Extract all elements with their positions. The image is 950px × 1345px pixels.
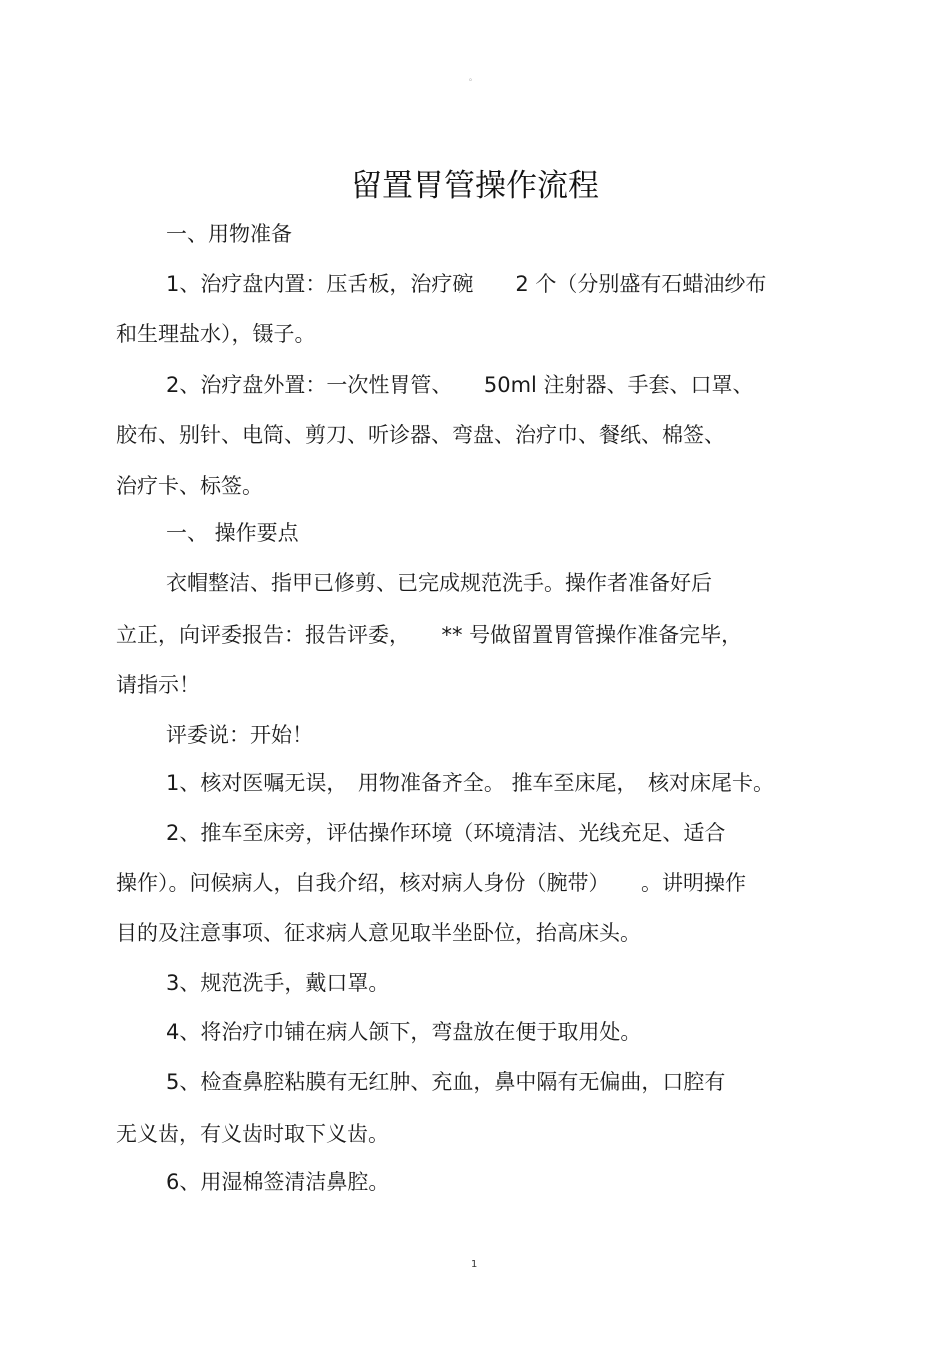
paragraph-line: 无义齿，有义齿时取下义齿。 bbox=[116, 1122, 389, 1146]
paragraph-line: 治疗卡、标签。 bbox=[116, 474, 263, 498]
paragraph-line: 6、用湿棉签清洁鼻腔。 bbox=[166, 1170, 390, 1194]
paragraph-line: 衣帽整洁、指甲已修剪、已完成规范洗手。操作者准备好后 bbox=[166, 571, 712, 595]
paragraph-line: 和生理盐水），镊子。 bbox=[116, 322, 316, 346]
page-number: 1 bbox=[471, 1259, 478, 1270]
paragraph-line: 目的及注意事项、征求病人意见取半坐卧位，抬高床头。 bbox=[116, 921, 641, 945]
page-title: 留置胃管操作流程 bbox=[351, 168, 599, 204]
paragraph-line: 请指示！ bbox=[116, 673, 200, 697]
paragraph-line: 胶布、别针、电筒、剪刀、听诊器、弯盘、治疗巾、餐纸、棉签、 bbox=[116, 423, 725, 447]
paragraph-line: 3、规范洗手，戴口罩。 bbox=[166, 971, 390, 995]
paragraph-line: 1、治疗盘内置：压舌板，治疗碗 2 个（分别盛有石蜡油纱布 bbox=[166, 272, 767, 296]
section-heading-key-points: 一、 操作要点 bbox=[166, 521, 299, 545]
section-heading-supplies: 一、用物准备 bbox=[166, 222, 292, 246]
paragraph-line: 立正，向评委报告：报告评委， ** 号做留置胃管操作准备完毕， bbox=[116, 623, 743, 647]
paragraph-line: 操作）。问候病人，自我介绍，核对病人身份（腕带） 。讲明操作 bbox=[116, 871, 746, 895]
paragraph-line: 2、推车至床旁，评估操作环境（环境清洁、光线充足、适合 bbox=[166, 821, 726, 845]
paragraph-line: 5、检查鼻腔粘膜有无红肿、充血，鼻中隔有无偏曲，口腔有 bbox=[166, 1070, 726, 1094]
header-mark: 。 bbox=[469, 73, 477, 82]
paragraph-line: 4、将治疗巾铺在病人颌下，弯盘放在便于取用处。 bbox=[166, 1020, 642, 1044]
paragraph-line: 1、核对医嘱无误， 用物准备齐全。 推车至床尾， 核对床尾卡。 bbox=[166, 771, 775, 795]
paragraph-line: 2、治疗盘外置：一次性胃管、 50ml 注射器、手套、口罩、 bbox=[166, 373, 754, 397]
paragraph-line: 评委说：开始！ bbox=[166, 723, 313, 747]
